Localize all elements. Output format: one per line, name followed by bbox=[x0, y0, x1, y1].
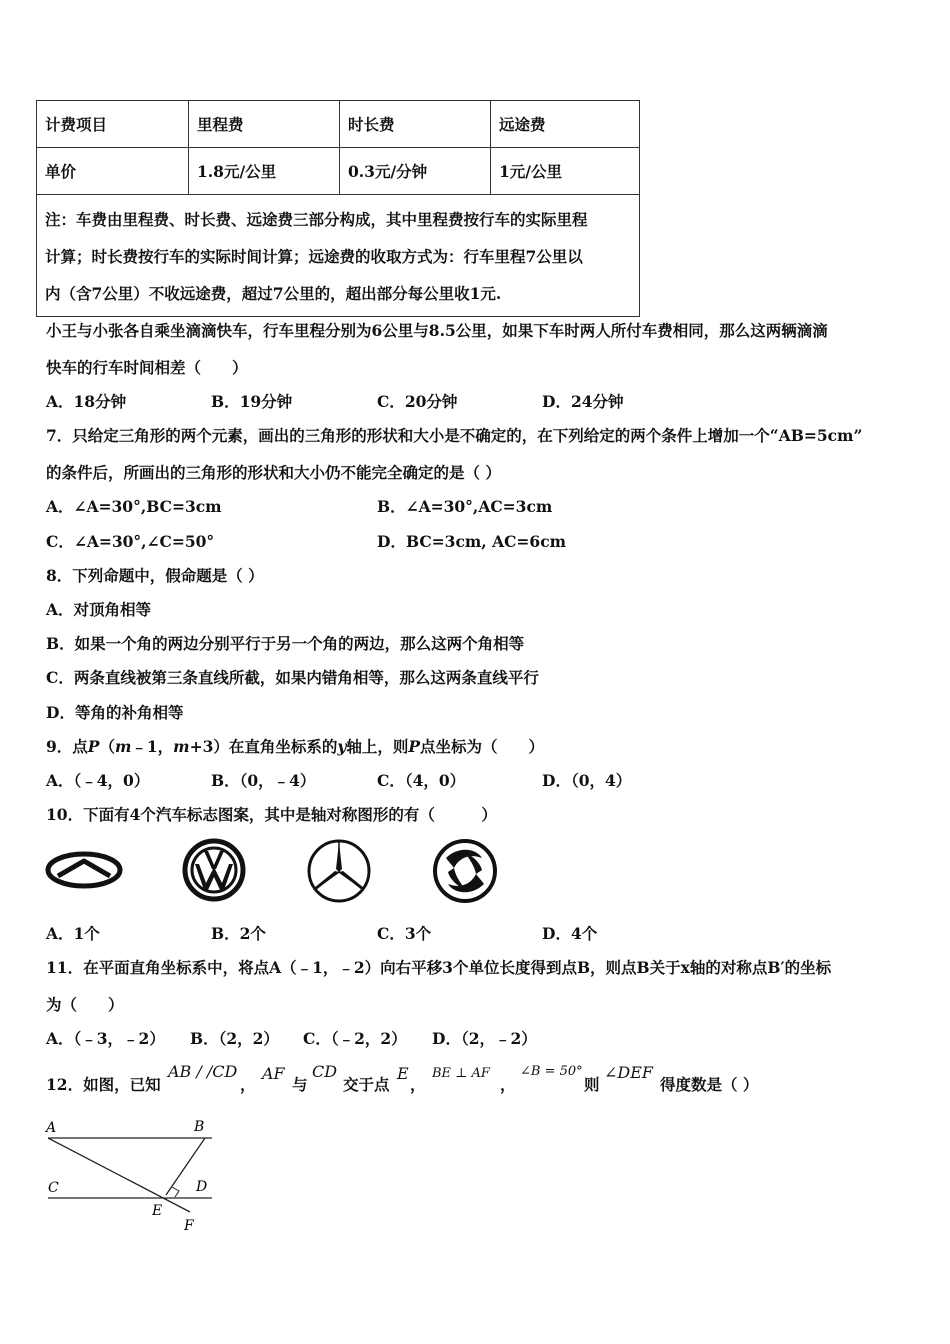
mercedes-logo-icon bbox=[306, 838, 372, 904]
q6-option-a: A．18分钟 bbox=[46, 392, 127, 411]
q10-option-a: A．1个 bbox=[46, 924, 100, 943]
label-e: E bbox=[152, 1203, 163, 1219]
q11-stem-line2: 为（ ） bbox=[46, 995, 124, 1014]
q9-var-m: m bbox=[114, 737, 132, 756]
table-cell: 1元/公里 bbox=[491, 148, 640, 195]
dongfeng-logo-icon bbox=[432, 838, 498, 904]
q12-formula-af: AF bbox=[262, 1064, 285, 1083]
q9-option-d: D．（0，4） bbox=[542, 771, 632, 790]
label-b: B bbox=[194, 1119, 205, 1135]
table-cell: 1.8元/公里 bbox=[189, 148, 340, 195]
line-af bbox=[48, 1138, 190, 1212]
q9-text: ﹣1， bbox=[131, 737, 174, 756]
q12-geometry-figure bbox=[40, 1112, 230, 1237]
q9-text: （ bbox=[99, 737, 115, 756]
q8-option-d: D．等角的补角相等 bbox=[46, 703, 184, 722]
infiniti-logo-icon bbox=[44, 849, 124, 891]
q10-stem: 10．下面有4个汽车标志图案，其中是轴对称图形的有（ ） bbox=[46, 805, 497, 824]
note-line: 计算；时长费按行车的实际时间计算；远途费的收取方式为：行车里程7公里以 bbox=[45, 247, 583, 266]
q12-comma: ， bbox=[240, 1075, 256, 1094]
q12-text: 则 bbox=[584, 1075, 600, 1094]
note-line: 注：车费由里程费、时长费、远途费三部分构成，其中里程费按行车的实际里程 bbox=[45, 210, 588, 229]
q7-option-d: D．BC=3cm, AC=6cm bbox=[377, 532, 567, 551]
q10-option-d: D．4个 bbox=[542, 924, 598, 943]
q11-option-a: A．（﹣3，﹣2） bbox=[46, 1029, 165, 1048]
table-header-row bbox=[37, 101, 640, 148]
table-header-cell: 计费项目 bbox=[37, 101, 189, 148]
q9-option-a: A．（﹣4，0） bbox=[46, 771, 150, 790]
table-header-cell: 时长费 bbox=[340, 101, 491, 148]
note-line: 内（含7公里）不收远途费，超过7公里的，超出部分每公里收1元. bbox=[45, 284, 502, 303]
q7-option-c: C．∠A=30°,∠C=50° bbox=[46, 532, 215, 551]
q10-option-c: C．3个 bbox=[377, 924, 432, 943]
table-header-cell: 远途费 bbox=[491, 101, 640, 148]
q9-text: 轴上，则 bbox=[346, 737, 409, 756]
q9-option-b: B．（0，﹣4） bbox=[211, 771, 316, 790]
q9-var-p: P bbox=[408, 737, 421, 756]
table-note bbox=[37, 195, 640, 317]
fee-table bbox=[36, 100, 640, 317]
q12-text: 得度数是（ ） bbox=[660, 1075, 759, 1094]
right-angle-mark bbox=[172, 1187, 179, 1197]
q12-formula-cd: CD bbox=[312, 1062, 338, 1081]
q6-stem-line1: 小王与小张各自乘坐滴滴快车，行车里程分别为6公里与8.5公里，如果下车时两人所付车费相同，那么这两辆滴滴 bbox=[46, 321, 828, 340]
q8-option-a: A．对顶角相等 bbox=[46, 600, 152, 619]
q12-text: 交于点 bbox=[343, 1075, 390, 1094]
table-header-cell: 里程费 bbox=[189, 101, 340, 148]
q6-option-c: C．20分钟 bbox=[377, 392, 458, 411]
table-note-row bbox=[37, 195, 640, 317]
q9-text: 点坐标为（ ） bbox=[420, 737, 545, 756]
q8-stem: 8．下列命题中，假命题是（ ） bbox=[46, 566, 264, 585]
q8-option-b: B．如果一个角的两边分别平行于另一个角的两边，那么这两个角相等 bbox=[46, 634, 525, 653]
q12-formula-be-perp-af: BE ⊥ AF bbox=[432, 1066, 490, 1081]
q6-option-b: B．19分钟 bbox=[211, 392, 293, 411]
table-cell: 0.3元/分钟 bbox=[340, 148, 491, 195]
table-row bbox=[37, 148, 640, 195]
volkswagen-logo-icon bbox=[182, 838, 246, 902]
q9-option-c: C．（4，0） bbox=[377, 771, 466, 790]
q6-stem-line2: 快车的行车时间相差（ ） bbox=[46, 358, 248, 377]
q9-var-m: m bbox=[173, 737, 190, 756]
q11-option-d: D．（2，﹣2） bbox=[432, 1029, 537, 1048]
q10-option-b: B．2个 bbox=[211, 924, 266, 943]
q7-stem-line2: 的条件后，所画出的三角形的形状和大小仍不能完全确定的是（ ） bbox=[46, 463, 501, 482]
q7-option-a: A．∠A=30°,BC=3cm bbox=[46, 497, 222, 516]
q9-stem bbox=[46, 737, 544, 757]
table-cell: 单价 bbox=[37, 148, 189, 195]
q12-formula-angle-b: ∠B = 50° bbox=[520, 1064, 583, 1079]
q11-option-c: C．（﹣2，2） bbox=[303, 1029, 407, 1048]
label-f: F bbox=[184, 1218, 194, 1234]
q12-prefix: 12．如图，已知 bbox=[46, 1075, 161, 1094]
q12-comma: ， bbox=[410, 1075, 426, 1094]
q11-option-b: B．（2，2） bbox=[190, 1029, 279, 1048]
label-a: A bbox=[46, 1120, 57, 1136]
q11-stem-line1: 11．在平面直角坐标系中，将点A（﹣1，﹣2）向右平移3个单位长度得到点B，则点B关于x轴的对称点B′的坐标 bbox=[46, 958, 832, 977]
q12-comma: ， bbox=[500, 1075, 516, 1094]
label-d: D bbox=[196, 1179, 208, 1195]
q7-option-b: B．∠A=30°,AC=3cm bbox=[377, 497, 553, 516]
q12-formula-e: E bbox=[397, 1064, 409, 1083]
q8-option-c: C．两条直线被第三条直线所截，如果内错角相等，那么这两条直线平行 bbox=[46, 668, 539, 687]
q12-formula-ab-parallel-cd: AB / /CD bbox=[168, 1062, 238, 1081]
q12-formula-angle-def: ∠DEF bbox=[604, 1063, 654, 1082]
q12-text: 与 bbox=[292, 1075, 308, 1094]
q9-var-y: y bbox=[337, 737, 347, 756]
label-c: C bbox=[48, 1180, 59, 1196]
q9-text: 9．点 bbox=[46, 737, 88, 756]
q9-text: +3）在直角坐标系的 bbox=[189, 737, 338, 756]
q7-stem-line1: 7．只给定三角形的两个元素，画出的三角形的形状和大小是不确定的，在下列给定的两个条件上增加一个“AB=5cm” bbox=[46, 426, 863, 445]
q6-option-d: D．24分钟 bbox=[542, 392, 624, 411]
q9-var-p: P bbox=[87, 737, 100, 756]
